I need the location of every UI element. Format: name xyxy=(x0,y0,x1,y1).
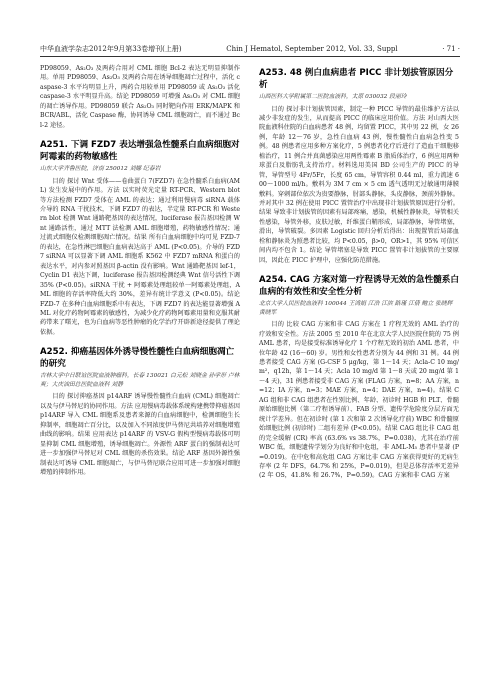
abstract-a254-authors: 北京大学人民医院血液科 100044 王鸿娟 江浩 江滨 路瑾 江倩 鲍立 张晓辉 黄晓军 xyxy=(259,301,453,316)
abstract-a253-body: 目的 探讨非计划拔管因素，制定一种 PICC 导管的最佳维护方法以减少非发症的发生，从而提高 PICC 的临床应用价值。方法 对山西大医院血液科住院的白血病患者 48 例，均留置 PICC，其中男 22 例，女 26 例，年龄 12～76 岁，急性白血病 43 例，慢性髓性白血病急性变 5 例。48 例患者应用多种方案化疗，5 例患者化疗后进行了造血干细胞移植治疗，11 例合并真菌感染应用两性霉素 B 脂质体治疗，6 例应用两种球蛋白及脂肪乳支持治疗。材料选用美国 BD 公司生产的 PICC 的导管，导管型号 4Fr/5Fr，长度 65 cm，导管容积 0.44 ml，重力流速 600～1000 ml/h。敷料为 3M 7 cm × 5 cm 透气透明无过敏通明薄膜敷料。穿刺部位依次为贵要静脉，肘部头静脉，头皮静脉，颈前外静脉。并对其中 32 例在使用 PICC 置管治疗中出现非计划拔管原因进行分析。结果 导致非计划拔管的因素有局部疼痛，感染，机械性静脉炎，导管相关性感染，导管外移，皮肤过敏，纤维蛋白鞘形成，局部静脉，导管堵塞，滑出，导管破裂。多因素 Logistic 回归分析后得出：出现置管后局部血栓和静脉炎为照患者比较，均 P<0.05，β>0，OR>1，其 95% 可信区间内均不包含 1。结论 导管堵塞是导致 PICC 置管非计划拔管的主要原因，因此在 PICC 护理中，应强化防范措施。 xyxy=(259,105,459,264)
journal-header xyxy=(40,42,460,57)
abstract-a252-authors: 吉林大学中日联谊医院血液肿瘤科，长春 130021 白元松 刘晓金 孙学形 卢林爽；大庆油田总医院血液科 刘静 xyxy=(40,373,240,388)
header-page-number: · 71 · xyxy=(442,45,460,53)
header-journal-en: Chin J Hematol, September 2012, Vol. 33, Suppl xyxy=(226,45,398,53)
abstract-a251-authors: 山东大学齐鲁医院，济南 250012 刘娜 纪春岩 xyxy=(40,166,161,173)
header-journal-cn: 中华血液学杂志2012年9月第33卷增刊(上册) xyxy=(40,45,182,53)
abstract-a251-title: A251. 下调 FZD7 表达增强急性髓系白血病细胞对阿霉素的药物敏感性 xyxy=(40,140,240,162)
abstract-a254-body: 目的 比较 CAG 方案和非 CAG 方案在 1 疗程无效的 AML 治疗的疗效和安全性。方法 2005 至 2010 年在北京大学人民医院住院的 75 例 AML 患者，均是接受标准诱导化疗 1 个疗程无效的初治 AML 患者，中位年龄 42 (16～60) 岁。男性和女性患者分别为 44 例和 31 例。44 例患者接受 CAG 方案 (G-CSF 5 μg/kg，第 1～14 天；Acla-C 10 mg/m²，q12h，第 1～14 天；Acla 10 mg/d 第 1～8 天或 20 mg/d 第 1～4 天)，31 例患者接受非 CAG 方案 (FLAG 方案，n=8；AA 方案，n=12；IA 方案，n=3；MAE 方案，n=4；DAE 方案，n=4)。结果 CAG 组和非 CAG 组患者在性别比例、年龄、初诊时 HGB 和 PLT、骨髓原始细胞比例（第二疗程诱导前）、FAB 分型、遗传学危险度分层方面无统计学差异。但在初诊时 (第 1 次和第 2 次诱导化疗前) WBC 和骨髓原始细胞比例 (初诊时) 二组有差异 (P<0.05)。结果 CAG 组比非 CAG 组的完全缓解 (CR) 率高 (63.6% vs 38.7%，P=0.038)，尤其在治疗前 WBC 低，细胞遗传学划分为良好和中危组，非 AML-M₅ 患者中显著 (P=0.019)。在中危和高危组 CAG 方案比非 CAG 方案获得更好的无病生存率 (2 年 DFS，64.7% 和 25%，P=0.019)，但是总体存活率无差异 (2 年 OS，41.8% 和 26.7%，P=0.59)。CAG 方案和非 CAG 方案 xyxy=(259,321,459,480)
right-column xyxy=(259,64,459,481)
abstract-a253-authors: 山西医科大学附属第二医院血液科，太原 030032 段丽玲 xyxy=(259,94,407,100)
abstract-a251-body: 目的 探讨 Wnt 受体——卷曲蛋白 7(FZD7) 在急性髓系白血病(AML) 发生发展中的作用。方法 以实时荧光定量 RT-PCR、Western blot 等方法检测 FZD7 受体在 AML 的表达；通过利用慢病毒 siRNA 载体介导的 RNA 干扰技术，下调 FZD7 的表达，半定量 RT-PCR 和 Western blot 检测 Wnt 通路靶基因的表达情况，luciferase 报告基因检测 Wnt 通路活性，通过 MTT 法检测 AML 细胞增殖，药物敏感性情况；通过流式细胞仪检测细胞凋亡情况。结果 所有白血病细胞中均可见 FZD-7 的表达，在急性淋巴细胞白血病表达高于 AML (P<0.05)。介导的 FZD7 siRNA 可以显著下调 AML 细胞系 K562 中 FZD7 mRNA 和蛋白的表达水平，对内参对照基因 β-actin 没有影响。Wnt 通路靶基因 lef-1，Cyclin D1 表达下调，luciferase 报告基因检测经典 Wnt 信号活性下调 35% (P<0.05)。siRNA 干扰 + 阿霉素处理组较单一阿霉素处理组，AML 细胞的存活率降低大约 30%，差异有统计学意义 (P<0.05)。结论 FZD-7 在多种白血病细胞系中有表达，下调 FZD7 的表达能显著增强 AML 对化疗药物阿霉素的敏感性，为减少化疗药物阿霉素用量和克服其耐药带来了曙光，也为白血病等恶性肿瘤的化学治疗开辟新途径提供了理论依据。 xyxy=(40,177,240,336)
abstract-a252-body: 目的 探讨抑癌基因 p14ARF 诱导慢性髓性白血病 (CML) 细胞凋亡以及与伊马替尼的协同作用。方法 应用慢病毒载体系统构建携带抑癌基因 p14ARF 导入 CML 细胞系及患者来源的白血病细胞中，检测细胞生长抑制率，细胞凋亡百分比，以及加入不同浓度伊马替尼共培养对细胞增殖曲线的影响。结果 应用表达 p14ARF 的 VSV-G 假构型慢病毒载体可明显抑制 CML 细胞增殖，诱导细胞凋亡。外源性 ARF 蛋白的强制表达可进一步加强伊马替尼对 CML 细胞的杀伤效果。结论 ARF 基因外源性强制表达可诱导 CML 细胞凋亡，与伊马替尼联合应用可进一步加强对细胞增殖的抑制作用。 xyxy=(40,393,240,476)
left-column xyxy=(40,64,240,477)
spacer xyxy=(40,130,240,136)
continued-paragraph: PD98059、As₂O₃ 及两药合用对 CML 细胞 Bcl-2 表达无明显抑制作用。单用 PD98059、As₂O₃ 及两药合用在诱导细胞凋亡过程中，活化 caspase-3 水平均明显上升，两药合用较单用 PD98059 或 As₂O₃ 活化 caspase-3 水平明显升高。结论 PD98059 可增强 As₂O₃ 对 CML 细胞的凋亡诱导作用。PD98059 联合 As₂O₃ 同时靶向作用 ERK/MAPK 和 BCR/ABL，活化 Caspase 酶，协同诱导 CML 细胞凋亡，而不通过 Bcl-2 途径。 xyxy=(40,65,240,129)
spacer xyxy=(259,265,459,271)
spacer xyxy=(40,337,240,343)
abstract-a253-title: A253. 48 例白血病患者 PICC 非计划拔管原因分析 xyxy=(259,68,454,90)
abstract-a252-title: A252. 抑癌基因体外诱导慢性髓性白血病细胞凋亡的研究 xyxy=(40,347,235,369)
abstract-a254-title: A254. CAG 方案对第一疗程诱导无效的急性髓系白血病的有效性和安全性分析 xyxy=(259,275,459,297)
